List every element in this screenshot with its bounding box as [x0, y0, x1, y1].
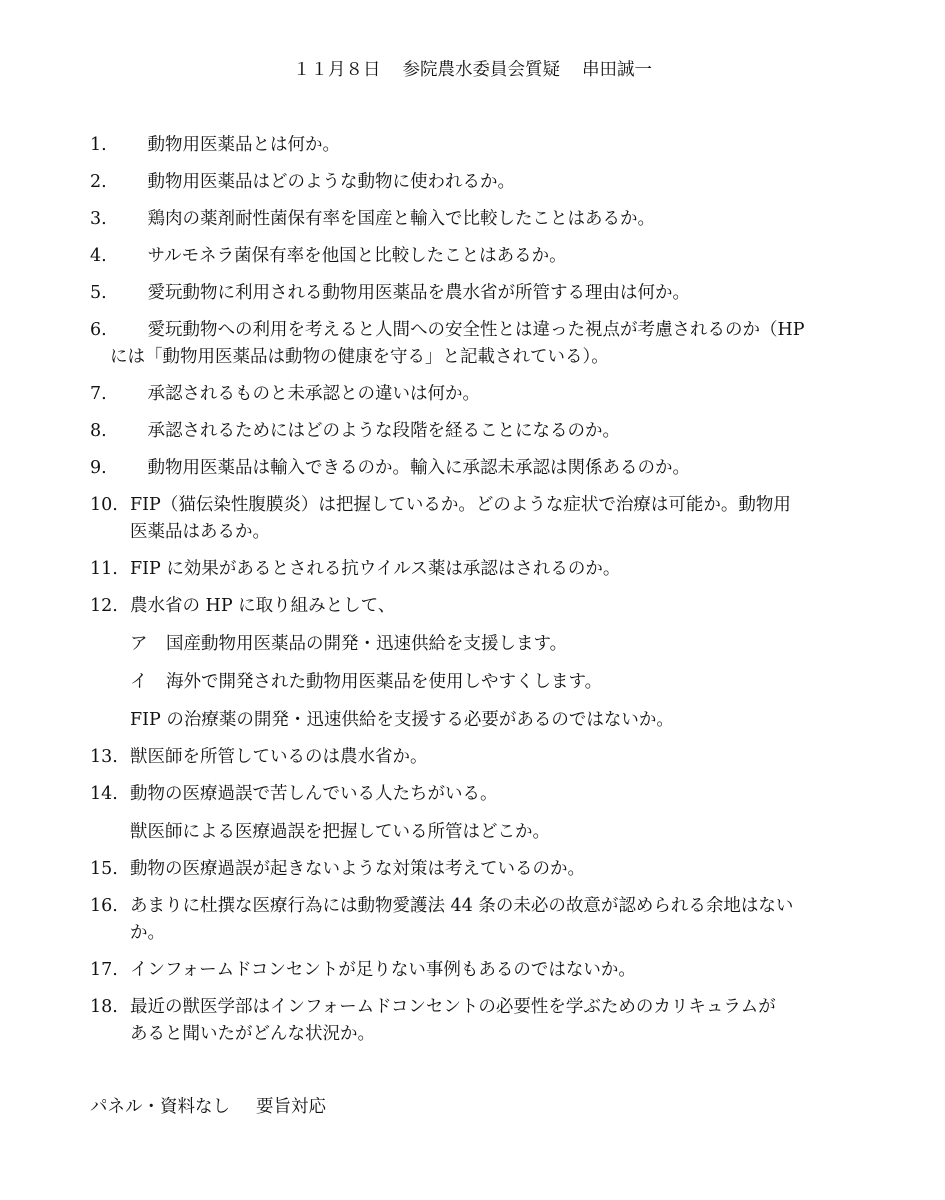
question-text: 動物用医薬品はどのような動物に使われるか。: [130, 172, 515, 192]
question-line: [90, 992, 860, 1022]
subline-text: 海外で開発された動物用医薬品を使用しやすくします。: [166, 672, 603, 692]
question-number: 4.: [90, 246, 107, 266]
question-number: 11.: [90, 559, 118, 579]
question-line: [90, 854, 860, 884]
question-subline: [90, 705, 860, 735]
question-text-continuation: か。: [130, 923, 165, 943]
question-text-continuation: あると聞いたがどんな状況か。: [130, 1024, 375, 1044]
question-line: [90, 379, 860, 409]
question-text: FIP に効果があるとされる抗ウイルス薬は承認はされるのか。: [130, 559, 621, 579]
question-line: [90, 591, 860, 621]
question-line: [90, 278, 860, 308]
question-number: 2.: [90, 172, 107, 192]
question-item: [90, 779, 860, 847]
question-line: [90, 779, 860, 809]
question-number: 5.: [90, 283, 107, 303]
question-line: [90, 315, 860, 345]
question-text: 愛玩動物に利用される動物用医薬品を農水省が所管する理由は何か。: [130, 283, 690, 303]
question-list: [90, 130, 860, 1056]
question-line: [90, 891, 860, 921]
question-number: 10.: [90, 495, 118, 515]
subline-text: 国産動物用医薬品の開発・迅速供給を支援します。: [166, 634, 568, 654]
question-item: [90, 241, 860, 271]
subline-text: 獣医師による医療過誤を把握している所管はどこか。: [130, 822, 550, 842]
question-number: 12.: [90, 596, 118, 616]
question-text: 愛玩動物への利用を考えると人間への安全性とは違った視点が考慮されるのか（HP: [130, 320, 805, 340]
question-number: 14.: [90, 784, 118, 804]
question-line: [90, 416, 860, 446]
question-text: 承認されるものと未承認との違いは何か。: [130, 384, 480, 404]
question-line: [90, 167, 860, 197]
footer-note: [90, 1092, 326, 1122]
question-item: [90, 490, 860, 547]
question-item: [90, 204, 860, 234]
question-text-continuation: 医薬品はあるか。: [130, 522, 270, 542]
question-item: [90, 453, 860, 483]
question-number: 17.: [90, 960, 118, 980]
question-text: 鶏肉の薬剤耐性菌保有率を国産と輸入で比較したことはあるか。: [130, 209, 655, 229]
question-subline: [90, 629, 860, 659]
subline-text: FIP の治療薬の開発・迅速供給を支援する必要があるのではないか。: [130, 710, 674, 730]
question-text: 動物の医療過誤が起きないような対策は考えているのか。: [130, 859, 585, 879]
question-item: [90, 891, 860, 948]
question-number: 3.: [90, 209, 107, 229]
question-line: [90, 554, 860, 584]
question-number: 7.: [90, 384, 107, 404]
question-text: 動物用医薬品は輸入できるのか。輸入に承認未承認は関係あるのか。: [130, 458, 690, 478]
question-item: [90, 379, 860, 409]
question-item: [90, 854, 860, 884]
question-text: 動物の医療過誤で苦しんでいる人たちがいる。: [130, 784, 498, 804]
question-text: 獣医師を所管しているのは農水省か。: [130, 747, 428, 767]
question-item: [90, 130, 860, 160]
question-item: [90, 591, 860, 735]
question-subline: [90, 817, 860, 847]
question-item: [90, 742, 860, 772]
question-line: [90, 955, 860, 985]
question-number: 18.: [90, 997, 118, 1017]
question-text: 動物用医薬品とは何か。: [130, 135, 340, 155]
question-line: [90, 742, 860, 772]
question-text: インフォームドコンセントが足りない事例もあるのではないか。: [130, 960, 636, 980]
question-line: [90, 490, 860, 520]
question-line: [90, 453, 860, 483]
question-item: [90, 167, 860, 197]
question-line: [90, 130, 860, 160]
question-number: 16.: [90, 896, 118, 916]
question-text: 最近の獣医学部はインフォームドコンセントの必要性を学ぶためのカリキュラムが: [130, 997, 776, 1017]
question-subline: [90, 667, 860, 697]
subline-marker: イ: [130, 672, 148, 692]
question-number: 8.: [90, 421, 107, 441]
document-title: [0, 55, 945, 85]
question-text-continuation: には「動物用医薬品は動物の健康を守る」と記載されている）。: [110, 347, 609, 367]
footer-panel-text: パネル・資料なし: [90, 1097, 230, 1117]
question-number: 1.: [90, 135, 107, 155]
question-line: [90, 241, 860, 271]
question-number: 9.: [90, 458, 107, 478]
question-line: [90, 204, 860, 234]
question-item: [90, 315, 860, 372]
question-item: [90, 955, 860, 985]
question-item: [90, 554, 860, 584]
question-text: サルモネラ菌保有率を他国と比較したことはあるか。: [130, 246, 567, 266]
title-committee: 参院農水委員会質疑: [402, 60, 560, 80]
question-item: [90, 992, 860, 1049]
question-text: 農水省の HP に取り組みとして、: [130, 596, 396, 616]
question-number: 15.: [90, 859, 118, 879]
question-item: [90, 278, 860, 308]
question-text: 承認されるためにはどのような段階を経ることになるのか。: [130, 421, 620, 441]
question-text: あまりに杜撰な医療行為には動物愛護法 44 条の未必の故意が認められる余地はない: [130, 896, 794, 916]
question-number: 6.: [90, 320, 107, 340]
title-date: １１月８日: [293, 60, 381, 80]
subline-marker: ア: [130, 634, 148, 654]
question-item: [90, 416, 860, 446]
question-text: FIP（猫伝染性腹膜炎）は把握しているか。どのような症状で治療は可能か。動物用: [130, 495, 791, 515]
footer-summary-text: 要旨対応: [256, 1097, 326, 1117]
question-number: 13.: [90, 747, 118, 767]
title-name: 串田誠一: [582, 60, 652, 80]
